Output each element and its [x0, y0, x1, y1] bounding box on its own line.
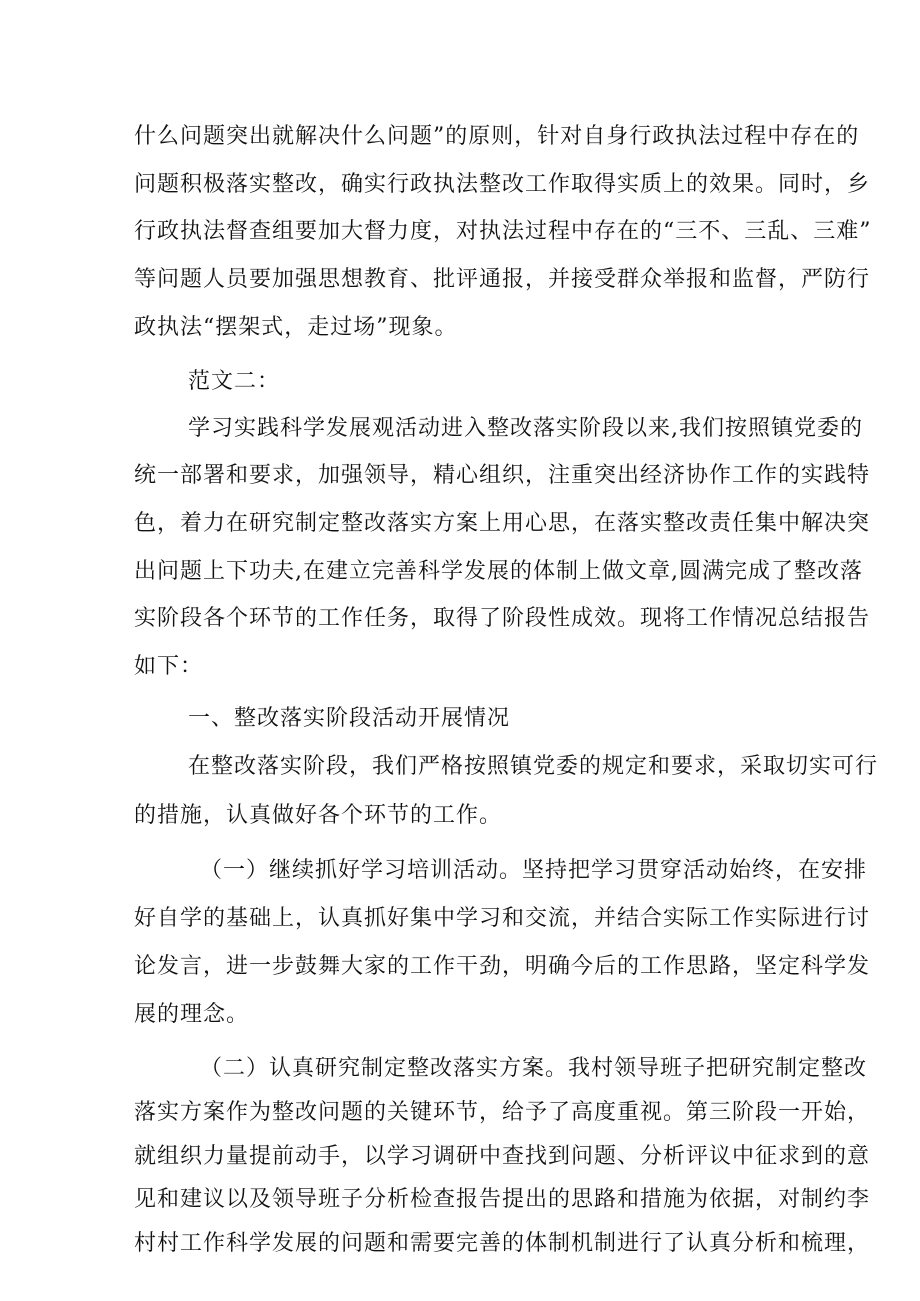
section-heading: 范文二： — [188, 369, 281, 394]
text-line: 好自学的基础上，认真抓好集中学习和交流，并结合实际工作实际进行讨 — [134, 906, 871, 931]
text-line: 落实方案作为整改问题的关键环节，给予了高度重视。第三阶段一开始， — [134, 1100, 871, 1125]
text-line: 色，着力在研究制定整改落实方案上用心思，在落实整改责任集中解决突 — [134, 511, 871, 536]
text-line: 论发言，进一步鼓舞大家的工作干劲，明确今后的工作思路，坚定科学发 — [134, 954, 871, 979]
text-line: 等问题人员要加强思想教育、批评通报，并接受群众举报和监督，严防行 — [134, 267, 871, 292]
text-line: 问题积极落实整改，确实行政执法整改工作取得实质上的效果。同时，乡 — [134, 172, 871, 197]
text-line: 就组织力量提前动手，以学习调研中查找到问题、分析评议中征求到的意 — [134, 1144, 871, 1169]
text-line: （一）继续抓好学习培训活动。坚持把学习贯穿活动始终，在安排 — [200, 858, 868, 883]
text-line: 的措施，认真做好各个环节的工作。 — [134, 803, 503, 828]
text-line: 行政执法督查组要加大督力度，对执法过程中存在的“三不、三乱、三难” — [134, 219, 872, 244]
section-heading: 一、整改落实阶段活动开展情况 — [188, 706, 511, 731]
text-line: 见和建议以及领导班子分析检查报告提出的思路和措施为依据，对制约李 — [134, 1187, 871, 1212]
text-line: 政执法“摆架式，走过场”现象。 — [134, 315, 458, 340]
text-line: 出问题上下功夫,在建立完善科学发展的体制上做文章,圆满完成了整改落 — [134, 559, 863, 584]
text-line: （二）认真研究制定整改落实方案。我村领导班子把研究制定整改 — [200, 1056, 868, 1081]
text-line: 实阶段各个环节的工作任务，取得了阶段性成效。现将工作情况总结报告 — [134, 606, 871, 631]
text-line: 村村工作科学发展的问题和需要完善的体制机制进行了认真分析和梳理， — [134, 1231, 871, 1256]
text-line: 展的理念。 — [134, 1002, 250, 1027]
text-line: 什么问题突出就解决什么问题”的原则，针对自身行政执法过程中存在的 — [134, 124, 860, 149]
text-line: 在整改落实阶段，我们严格按照镇党委的规定和要求，采取切实可行 — [188, 754, 879, 779]
text-line: 如下： — [134, 654, 204, 679]
text-line: 统一部署和要求，加强领导，精心组织，注重突出经济协作工作的实践特 — [134, 463, 871, 488]
text-line: 学习实践科学发展观活动进入整改落实阶段以来,我们按照镇党委的 — [188, 416, 863, 441]
